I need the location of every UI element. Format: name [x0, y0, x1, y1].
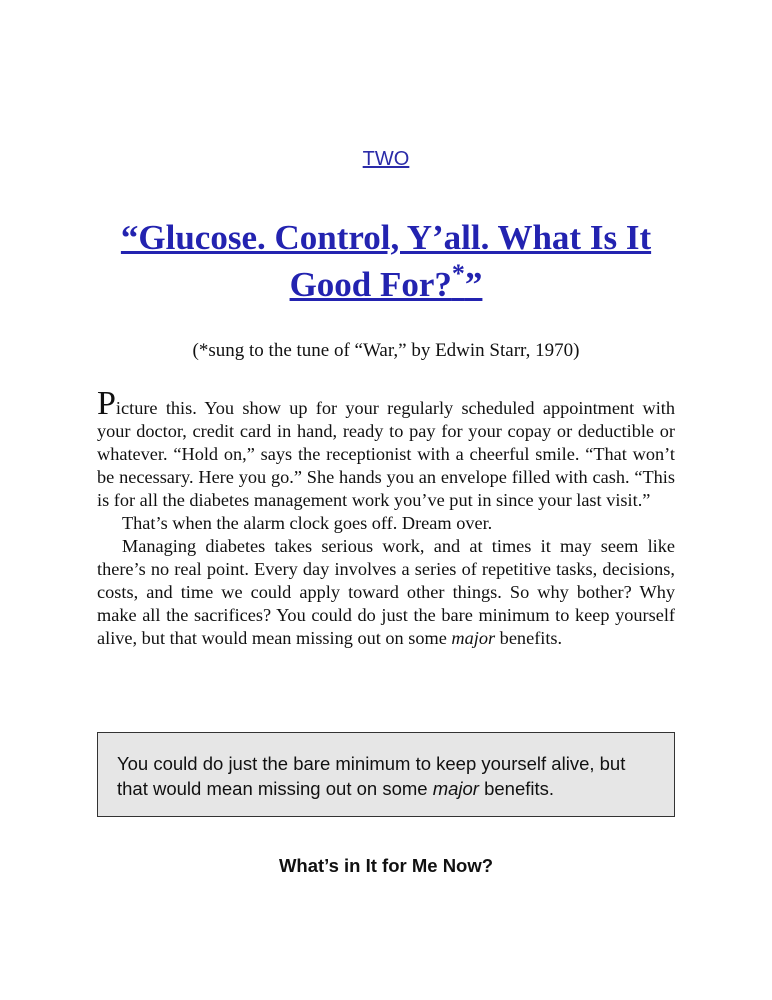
pull-quote — [97, 732, 675, 817]
pull-quote-text: You could do just the bare minimum to keep yourself alive, but that would mean missing out on some — [117, 753, 626, 799]
paragraph-1 — [97, 385, 675, 512]
paragraph-1-text: icture this. You show up for your regularly scheduled appointment with your doctor, credit card in hand, ready to pay for your copay or deductible or whatever. “Hold on,” says the receptionist with a cheerful smile. “That won’t be necessary. Here you go.” She hands you an envelope filled with cash. “This is for all the diabetes management work you’ve put in since your last visit.” — [97, 398, 675, 510]
drop-cap: P — [97, 385, 116, 422]
chapter-number — [0, 148, 772, 171]
epigraph: (*sung to the tune of “War,” by Edwin Starr, 1970) — [192, 340, 580, 361]
pull-quote-emphasis: major — [432, 778, 479, 799]
paragraph-2: That’s when the alarm clock goes off. Dream over. — [122, 513, 493, 533]
paragraph-3 — [97, 535, 675, 650]
paragraph-3-text: Managing diabetes takes serious work, and at times it may seem like there’s no real point. Every day involves a series of repetitive tasks, decisions, costs, and time we could apply toward other things. So why bother? Why make all the sacrifices? You could do just the bare minimum to keep yourself alive, but that would mean missing out on some — [97, 536, 675, 648]
section-heading: What’s in It for Me Now? — [278, 855, 494, 876]
paragraph-3-text-end: benefits. — [495, 628, 563, 648]
footnote-marker: * — [451, 259, 465, 288]
body-text — [97, 385, 675, 650]
chapter-title-line-2: Good For? — [289, 265, 452, 304]
chapter-title-link[interactable] — [121, 218, 651, 304]
chapter-number-link[interactable]: TWO — [362, 148, 410, 170]
chapter-title — [100, 214, 672, 308]
pull-quote-text-end: benefits. — [478, 778, 555, 799]
chapter-title-line-1: “Glucose. Control, Y’all. What Is It — [120, 218, 652, 257]
paragraph-3-emphasis: major — [451, 628, 496, 648]
chapter-title-close-quote: ” — [464, 265, 483, 304]
